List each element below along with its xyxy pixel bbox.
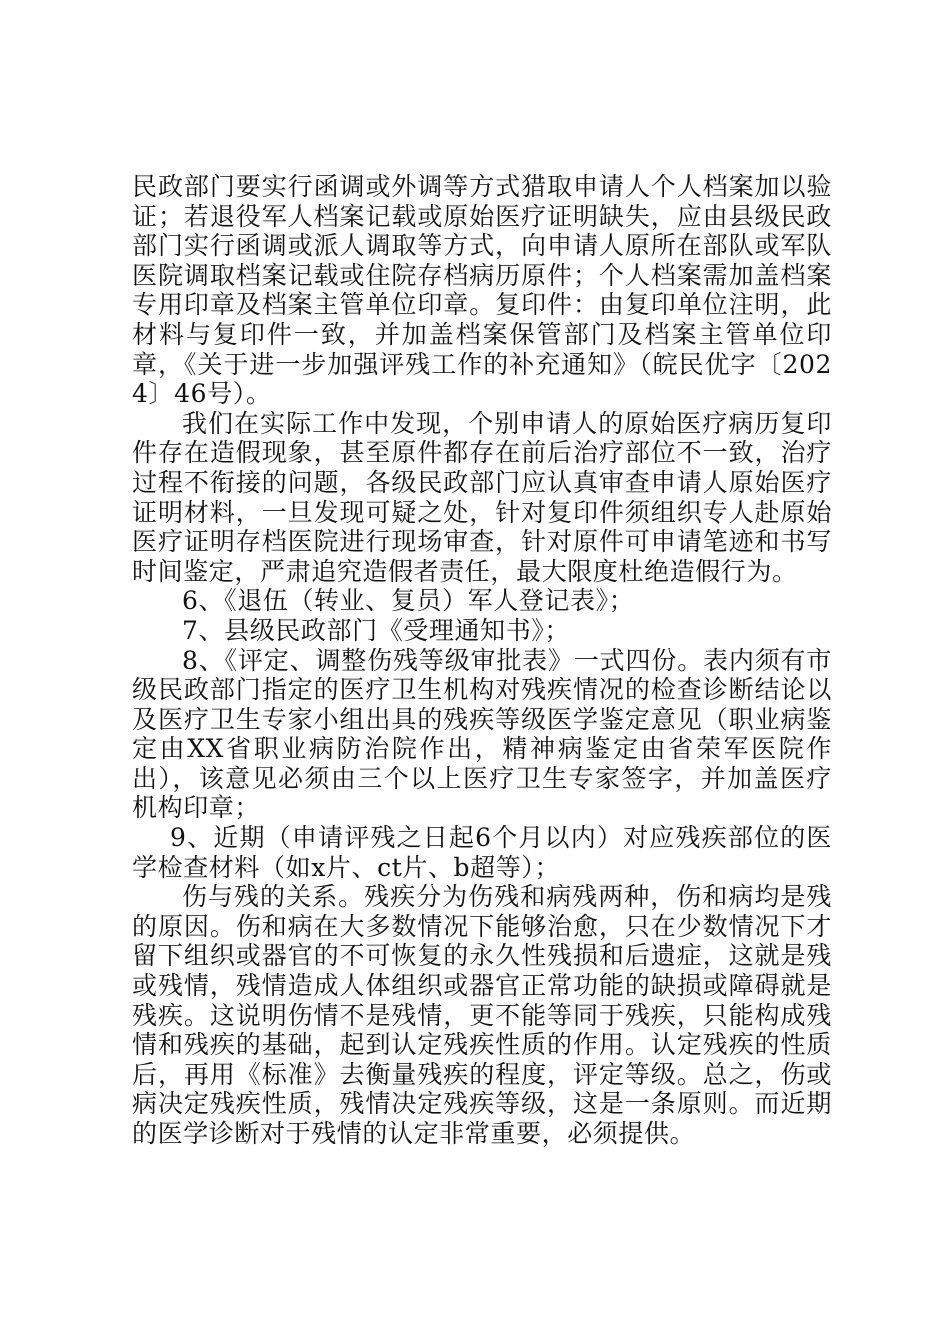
- document-page: [132, 172, 832, 1149]
- list-item-7-acceptance-notice: 7、县级民政部门《受理通知书》；: [182, 615, 571, 645]
- paragraph-fraud-review: 我们在实际工作中发现，个别申请人的原始医疗病历复印件存在造假现象，甚至原件都存在前后治疗部位不一致，治疗过程不衔接的问题，各级民政部门应认真审查申请人原始医疗证明材料，一旦发现可疑之处，针对复印件须组织专人赴原始医疗证明存档医院进行现场审查，针对原件可申请笔迹和书写时间鉴定，严肃追究造假者责任，最大限度杜绝造假行为。: [132, 408, 832, 586]
- list-item-8-approval-form: 8、《评定、调整伤残等级审批表》一式四份。表内须有市级民政部门指定的医疗卫生机构对残疾情况的检查诊断结论以及医疗卫生专家小组出具的残疾等级医学鉴定意见（职业病鉴定由XX省职业病防治院作出，精神病鉴定由省荣军医院作出），该意见必须由三个以上医疗卫生专家签字，并加盖医疗机构印章；: [132, 645, 832, 823]
- paragraph-injury-disability-relation: 伤与残的关系。残疾分为伤残和病残两种，伤和病均是残的原因。伤和病在大多数情况下能够治愈，只在少数情况下才留下组织或器官的不可恢复的永久性残损和后遗症，这就是残或残情，残情造成人体组织或器官正常功能的缺损或障碍就是残疾。这说明伤情不是残情，更不能等同于残疾，只能构成残情和残疾的基础，起到认定残疾性质的作用。认定残疾的性质后，再用《标准》去衡量残疾的程度，评定等级。总之，伤或病决定残疾性质，残情决定残疾等级，这是一条原则。而近期的医学诊断对于残情的认定非常重要，必须提供。: [132, 882, 832, 1148]
- paragraph-archive-verification: 民政部门要实行函调或外调等方式猎取申请人个人档案加以验证；若退役军人档案记载或原始医疗证明缺失，应由县级民政部门实行函调或派人调取等方式，向申请人原所在部队或军队医院调取档案记载或住院存档病历原件；个人档案需加盖档案专用印章及档案主管单位印章。复印件：由复印单位注明，此材料与复印件一致，并加盖档案保管部门及档案主管单位印章，《关于进一步加强评残工作的补充通知》（皖民优字〔2024〕46号）。: [132, 172, 832, 409]
- list-item-6-discharge-form: 6、《退伍（转业、复员）军人登记表》；: [182, 586, 635, 616]
- list-item-9-medical-materials: 9、近期（申请评残之日起6个月以内）对应残疾部位的医学检查材料（如x片、ct片、b超等）；: [132, 823, 832, 882]
